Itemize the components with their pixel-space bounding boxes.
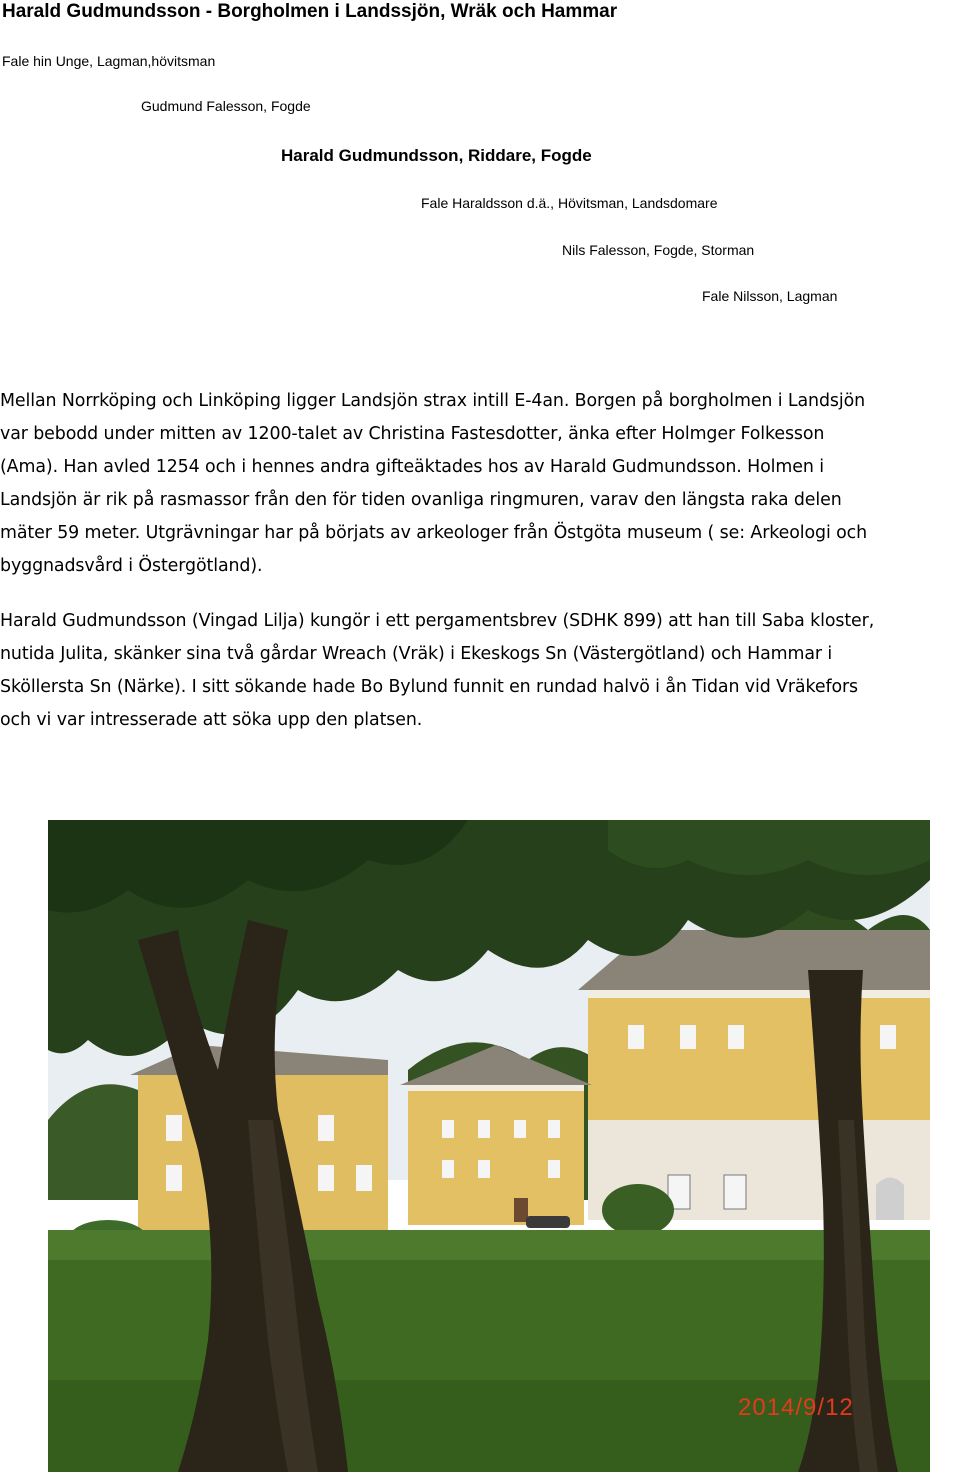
- genealogy-line-5: Nils Falesson, Fogde, Storman: [562, 242, 755, 258]
- genealogy-line-2: Gudmund Falesson, Fogde: [141, 98, 311, 114]
- paragraph-line: var bebodd under mitten av 1200-talet av Christina Fastesdotter, änka efter Holmger Folkesson: [0, 424, 825, 444]
- paragraph-line: byggnadsvård i Östergötland).: [0, 556, 263, 576]
- page-title: Harald Gudmundsson - Borgholmen i Landssjön, Wräk och Hammar: [2, 1, 618, 22]
- manor-photo: [48, 820, 930, 1472]
- paragraph-line: mäter 59 meter. Utgrävningar har på börjats av arkeologer från Östgöta museum ( se: Arkeologi och: [0, 523, 868, 543]
- paragraph-line: Landsjön är rik på rasmassor från den för tiden ovanliga ringmuren, varav den längsta raka delen: [0, 490, 842, 510]
- paragraph-line: och vi var intresserade att söka upp den platsen.: [0, 710, 423, 730]
- genealogy-line-6: Fale Nilsson, Lagman: [702, 288, 838, 304]
- paragraph-line: Mellan Norrköping och Linköping ligger Landsjön strax intill E-4an. Borgen på borgholmen i Landsjön: [0, 391, 866, 411]
- paragraph-line: Harald Gudmundsson (Vingad Lilja) kungör i ett pergamentsbrev (SDHK 899) att han till Saba kloster,: [0, 611, 875, 631]
- genealogy-line-3: Harald Gudmundsson, Riddare, Fogde: [281, 146, 592, 165]
- genealogy-line-4: Fale Haraldsson d.ä., Hövitsman, Landsdomare: [421, 195, 718, 211]
- paragraph-harald: [0, 605, 960, 737]
- paragraph-line: (Ama). Han avled 1254 och i hennes andra gifteäktades hos av Harald Gudmundsson. Holmen i: [0, 457, 824, 477]
- paragraph-line: Sköllersta Sn (Närke). I sitt sökande hade Bo Bylund funnit en rundad halvö i ån Tidan vid Vräkefors: [0, 677, 859, 697]
- paragraph-landsjon: [0, 385, 960, 583]
- paragraph-line: nutida Julita, skänker sina två gårdar Wreach (Vräk) i Ekeskogs Sn (Västergötland) och Hammar i: [0, 644, 833, 664]
- genealogy-line-1: Fale hin Unge, Lagman,hövitsman: [2, 53, 216, 69]
- photo-date-stamp: 2014/9/12: [738, 1394, 854, 1421]
